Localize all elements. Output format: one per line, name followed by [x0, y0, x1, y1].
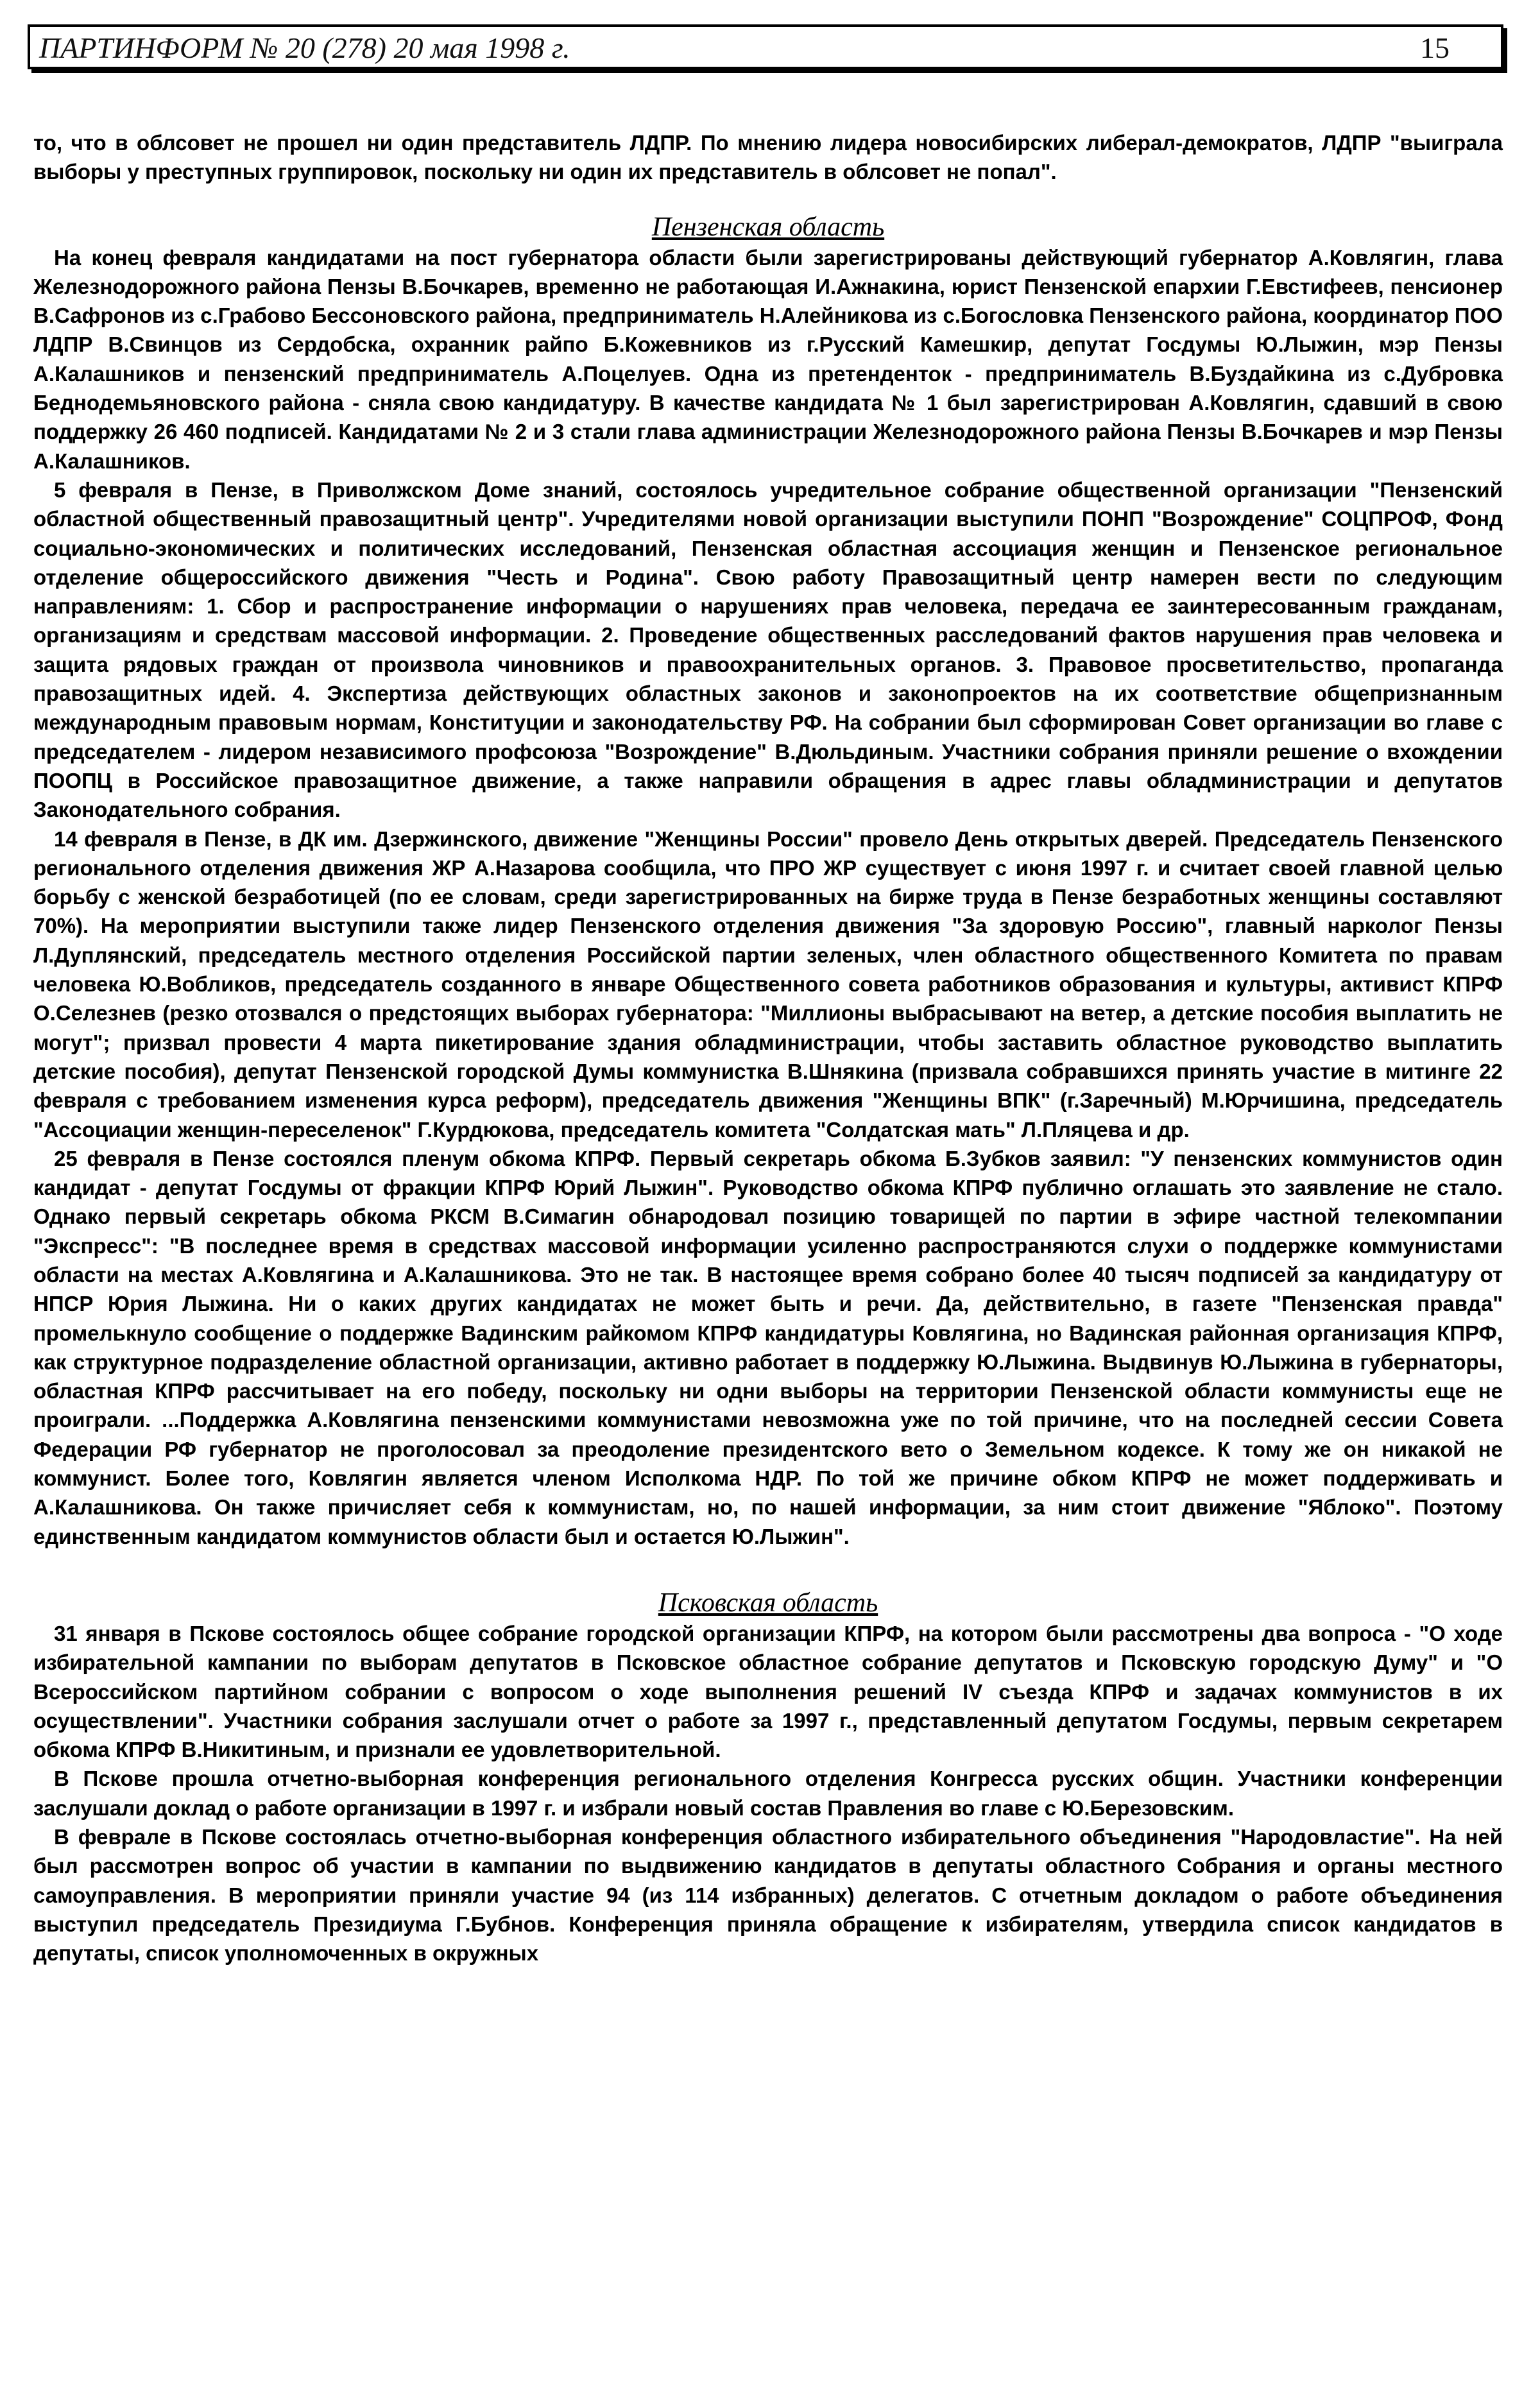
page-number: 15	[1420, 31, 1450, 64]
article-body	[33, 128, 1503, 1968]
paragraph: 25 февраля в Пензе состоялся пленум обкома КПРФ. Первый секретарь обкома Б.Зубков заявил: "У пензенских коммунистов один кандидат - депутат Госдумы от фракции КПРФ Юрий Лыжин". Руководство обкома КПРФ публично оглашать это заявление не стало. Однако первый секретарь обкома РКСМ В.Симагин обнародовал позицию товарищей по партии в эфире частной телекомпании "Экспресс": "В последнее время в средствах массовой информации усиленно распространяются слухи о поддержке коммунистами области на местах А.Ковлягина и А.Калашникова. Это не так. В настоящее время собрано более 40 тысяч подписей за кандидатуру от НПСР Юрия Лыжина. Ни о каких других кандидатах не может быть и речи. Да, действительно, в газете "Пензенская правда" промелькнуло сообщение о поддержке Вадинским райкомом КПРФ кандидатуры Ковлягина, но Вадинская районная организация КПРФ, как структурное подразделение областной организации, активно работает в поддержку Ю.Лыжина. Выдвинув Ю.Лыжина в губернаторы, областная КПРФ рассчитывает на его победу, поскольку ни одни выборы на территории Пензенской области коммунисты еще не проиграли. ...Поддержка А.Ковлягина пензенскими коммунистами невозможна уже по той причине, что на последней сессии Совета Федерации РФ губернатор не проголосовал за преодоление президентского вето о Земельном кодексе. К тому же он никакой не коммунист. Более того, Ковлягин является членом Исполкома НДР. По той же причине обком КПРФ не может поддерживать и А.Калашникова. Он также причисляет себя к коммунистам, но, по нашей информации, за ним стоит движение "Яблоко". Поэтому единственным кандидатом коммунистов области был и остается Ю.Лыжин".	[33, 1146, 1503, 1548]
section-title-pskov: Псковская область	[658, 1588, 878, 1618]
publication-title: ПАРТИНФОРМ № 20 (278) 20 мая 1998 г.	[39, 31, 570, 64]
paragraph: В феврале в Пскове состоялась отчетно-выборная конференция областного избирательного объединения "Народовластие". На ней был рассмотрен вопрос об участии в кампании по выдвижению кандидатов в депутаты областного Собрания и органы местного самоуправления. В мероприятии приняли участие 94 (из 114 избранных) делегатов. С отчетным докладом о работе объединения выступил председатель Президиума Г.Бубнов. Конференция приняла обращение к избирателям, утвердила список кандидатов в депутаты, список уполномоченных в окружных	[33, 1825, 1503, 1966]
page-header	[28, 24, 1503, 69]
paragraph: 5 февраля в Пензе, в Приволжском Доме знаний, состоялось учредительное собрание общественной организации "Пензенский областной общественный правозащитный центр". Учредителями новой организации выступили ПОНП "Возрождение" СОЦПРОФ, Фонд социально-экономических и политических исследований, Пензенская областная ассоциация женщин и Пензенское региональное отделение общероссийского движения "Честь и Родина". Свою работу Правозащитный центр намерен вести по следующим направлениям: 1. Сбор и распространение информации о нарушениях прав человека, передача ее заинтересованным гражданам, организациям и средствам массовой информации. 2. Проведение общественных расследований фактов нарушения прав человека и защита рядовых граждан от произвола чиновников и правоохранительных органов. 3. Правовое просветительство, пропаганда правозащитных идей. 4. Экспертиза действующих областных законов и законопроектов на их соответствие общепризнанным международным правовым нормам, Конституции и законодательству РФ. На собрании был сформирован Совет организации во главе с председателем - лидером независимого профсоюза "Возрождение" В.Дюльдиным. Участники собрания приняли решение о вхождении ПООПЦ в Российское правозащитное движение, а также направили обращения в адрес главы обладминистрации и депутатов Законодательного собрания.	[33, 477, 1503, 822]
paragraph: 14 февраля в Пензе, в ДК им. Дзержинского, движение "Женщины России" провело День открытых дверей. Председатель Пензенского регионального отделения движения ЖР А.Назарова сообщила, что ПРО ЖР существует с июня 1997 г. и считает своей главной целью борьбу с женской безработицей (по ее словам, среди зарегистрированных на бирже труда в Пензе безработных женщины составляют 70%). На мероприятии выступили также лидер Пензенского отделения движения "За здоровую Россию", главный нарколог Пензы Л.Дуплянский, председатель местного отделения Российской партии зеленых, член областного общественного Комитета по правам человека Ю.Вобликов, председатель созданного в январе Общественного совета работников образования и культуры, активист КПРФ О.Селезнев (резко отозвался о предстоящих выборах губернатора: "Миллионы выбрасывают на ветер, а детские пособия выплатить не могут"; призвал провести 4 марта пикетирование здания обладминистрации, чтобы заставить областное руководство выплатить детские пособия), депутат Пензенской городской Думы коммунистка В.Шнякина (призвала собравшихся принять участие в митинге 22 февраля с требованием изменения курса реформ), председатель движения "Женщины ВПК" (г.Заречный) М.Юрчишина, председатель "Ассоциации женщин-переселенок" Г.Курдюкова, председатель комитета "Солдатская мать" Л.Пляцева и др.	[33, 827, 1503, 1142]
intro-paragraph: то, что в облсовет не прошел ни один представитель ЛДПР. По мнению лидера новосибирских либерал-демократов, ЛДПР "выиграла выборы у преступных группировок, поскольку ни один их представитель в облсовет не попал".	[33, 131, 1503, 184]
paragraph: В Пскове прошла отчетно-выборная конференция регионального отделения Конгресса русских общин. Участники конференции заслушали доклад о работе организации в 1997 г. и избрали новый состав Правления во главе с Ю.Березовским.	[33, 1767, 1503, 1820]
paragraph: 31 января в Пскове состоялось общее собрание городской организации КПРФ, на котором были рассмотрены два вопроса - "О ходе избирательной кампании по выборам депутатов в Псковское областное собрание депутатов и Псковскую городскую Думу" и "О Всероссийском партийном собрании с вопросом о ходе выполнения решений IV съезда КПРФ и задачах коммунистов в их осуществлении". Участники собрания заслушали отчет о работе за 1997 г., представленный депутатом Госдумы, первым секретарем обкома КПРФ В.Никитиным, и признали ее удовлетворительной.	[33, 1621, 1503, 1762]
paragraph: На конец февраля кандидатами на пост губернатора области были зарегистрированы действующий губернатор А.Ковлягин, глава Железнодорожного района Пензы В.Бочкарев, временно не работающая И.Ажнакина, юрист Пензенской епархии Г.Евстифеев, пенсионер В.Сафронов из с.Грабово Бессоновского района, предприниматель Н.Алейникова из с.Богословка Пензенского района, координатор ПОО ЛДПР В.Свинцов из Сердобска, охранник райпо Б.Кожевников из г.Русский Камешкир, депутат Госдумы Ю.Лыжин, мэр Пензы А.Калашников и пензенский предприниматель А.Поцелуев. Одна из претенденток - предприниматель В.Буздайкина из с.Дубровка Беднодемьяновского района - сняла свою кандидатуру. В качестве кандидата № 1 был зарегистрирован А.Ковлягин, сдавший в свою поддержку 26 460 подписей. Кандидатами № 2 и 3 стали глава администрации Железнодорожного района Пензы В.Бочкарев и мэр Пензы А.Калашников.	[33, 245, 1503, 473]
section-title-penza: Пензенская область	[651, 212, 885, 242]
